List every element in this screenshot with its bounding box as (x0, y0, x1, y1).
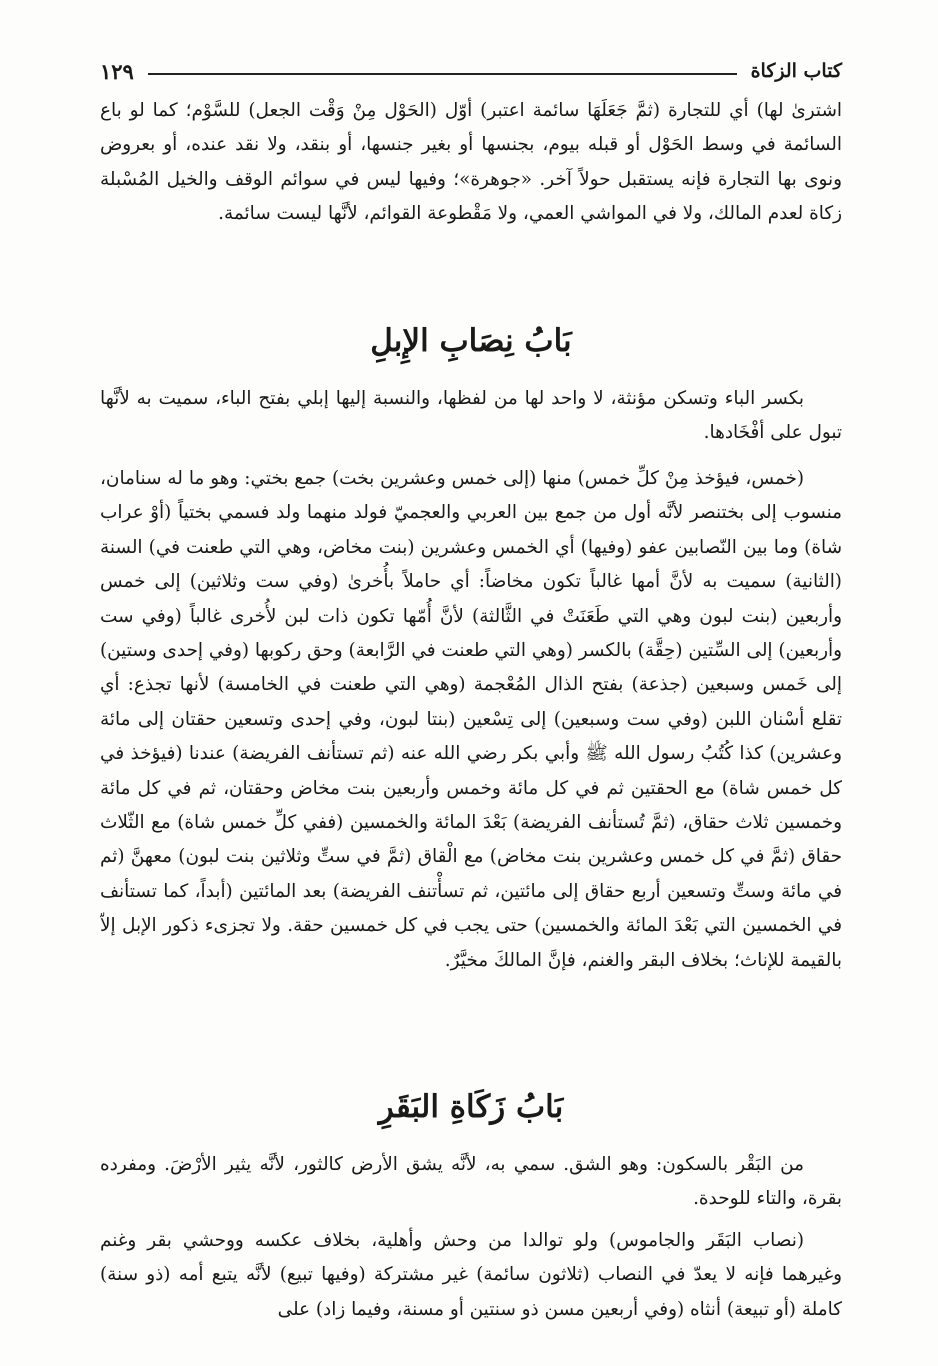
chapter-heading-cattle: بَابُ زَكَاةِ البَقَرِ (378, 1089, 564, 1125)
paragraph-continuation: اشترىٰ لها) أي للتجارة (ثمَّ جَعَلَهَا سائمة اعتبر) أوّل (الحَوْل مِنْ وَقْت الجعل) للسَّوْم؛ كما لو باع السائمة في وسط الحَوْل أو قبله بيوم، بجنسها أو بغير جنسها، أو بنقد، ولا نقد عنده، أو بعروض ونوى بها التجارة فإنه يستقبل حولاً آخر. «جوهرة»؛ وفيها ليس في سوائم الوقف والخيل المُسْبلة زكاة لعدم المالك، ولا في المواشي العمي، ولا مَقْطوعة القوائم، لأنَّها ليست سائمة. (100, 100, 842, 225)
header-rule (148, 73, 737, 75)
chapter-heading-camels: بَابُ نِصَابِ الإِبلِ (370, 323, 572, 359)
running-header (100, 48, 842, 94)
paragraph-camel-definition: بكسر الباء وتسكن مؤنثة، لا واحد لها من لفظها، والنسبة إليها إبلي بفتح الباء، سميت به لأنَّها تبول على أفْخَادها. (100, 388, 842, 444)
book-title: كتاب الزكاة (750, 60, 842, 82)
paragraph-cattle-definition: من البَقْر بالسكون: وهو الشق. سمي به، لأنَّه يشق الأرض كالثور، لأنَّه يثير الأرْضَ. ومفرده بقرة، والتاء للوحدة. (100, 1154, 842, 1210)
page-number: ١٢٩ (100, 58, 134, 84)
paragraph-cattle-nisab: (نصاب البَقَر والجاموس) ولو توالدا من وحش وأهلية، بخلاف عكسه ووحشي بقر وغنم وغيرهما فإنه لا يعدّ في النصاب (ثلاثون سائمة) غير مشتركة (وفيها تبيع) لأنَّه يتبع أمه (ذو سنة) كاملة (أو تبيعة) أنثاه (وفي أربعين مسن ذو سنتين أو مسنة، وفيما زاد) على (100, 1230, 842, 1320)
paragraph-camel-nisab: (خمس، فيؤخذ مِنْ كلِّ خمس) منها (إلى خمس وعشرين بخت) جمع بختي: وهو ما له سنامان، منسوب إلى بختنصر لأنَّه أول من جمع بين العربي والعجميّ فولد منهما ولد فسمي بختياً (أوْ عراب شاة) وما بين النّصابين عفو (وفيها) أي الخمس وعشرين (بنت مخاض، وهي التي طعنت في) السنة (الثانية) سميت به لأنَّ أمها غالباً تكون مخاضاً: أي حاملاً بأُخرىٰ (وفي ست وثلاثين) إلى خمس وأربعين (بنت لبون وهي التي طَعَنَتْ في الثَّالثة) لأنَّ أُمّها تكون ذات لبن لأُخرى غالباً (وفي ست وأربعين) إلى السِّتين (حِقَّة) بالكسر (وهي التي طعنت في الرَّابعة) وحق ركوبها (وفي إحدى وستين) إلى خَمس وسبعين (جذعة) بفتح الذال المُعْجمة (وهي التي طعنت في الخامسة) لأنها تجذع: أي تقلع أسْنان اللبن (وفي ست وسبعين) إلى تِسْعين (بنتا لبون، وفي إحدى وتسعين حقتان إلى مائة وعشرين) كذا كُتُبُ رسول الله ﷺ وأبي بكر رضي الله عنه (ثم تستأنف الفريضة) عندنا (فيؤخذ في كل خمس شاة) مع الحقتين ثم في كل مائة وخمس وأربعين بنت مخاض وحقتان، ثم في كل مائة وخمسين ثلاث حقاق، (ثمَّ تُستأنف الفريضة) بَعْدَ المائة والخمسين (ففي كلِّ خمس شاة) مع الثّلاث حقاق (ثمَّ في كل خمس وعشرين بنت مخاض) مع الْقاق (ثمَّ في ستِّ وثلاثين بنت لبون) معهنَّ (ثم في مائة وستِّ وتسعين أربع حقاق إلى مائتين، ثم تسأْتنف الفريضة) بعد المائتين (أبداً، كما تستأنف في الخمسين التي بَعْدَ المائة والخمسين) حتى يجب في كل خمسين حقة. ولا تجزىء ذكور الإبل إلاّ بالقيمة للإناث؛ بخلاف البقر والغنم، فإنَّ المالكَ مخيَّرٌ. (100, 468, 842, 971)
